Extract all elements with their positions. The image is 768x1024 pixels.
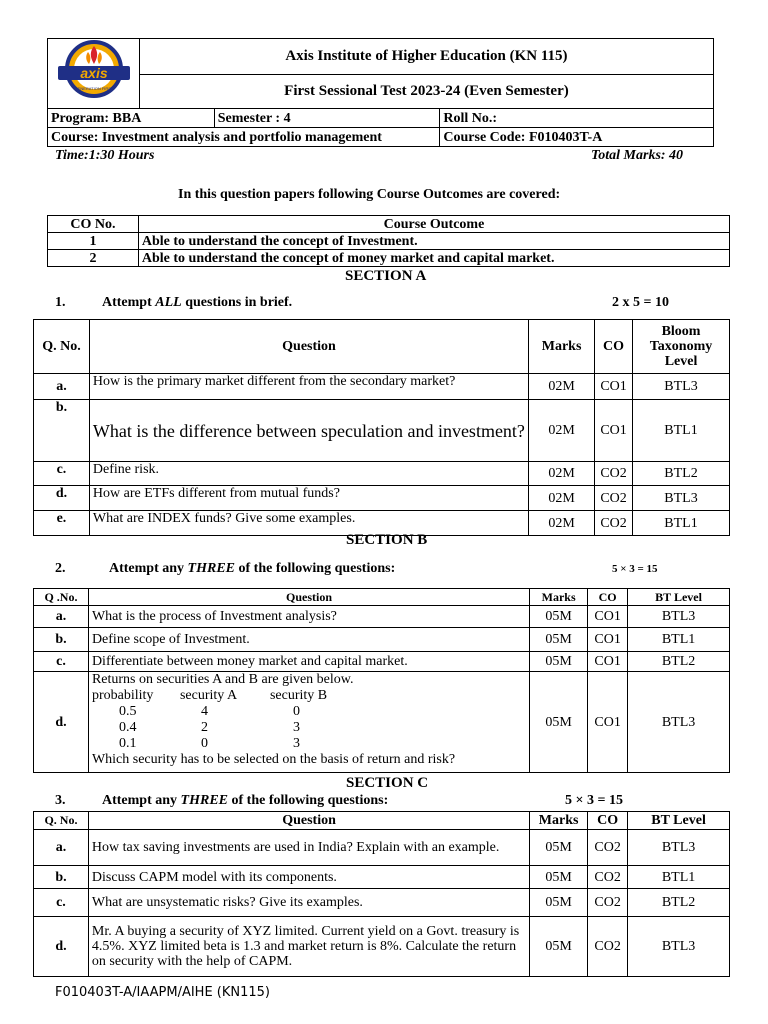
section-a-marks: 2 x 5 = 10 bbox=[612, 295, 669, 310]
section-c-marks: 5 × 3 = 15 bbox=[565, 793, 623, 808]
table-row: a. What is the process of Investment analysis? 05M CO1 BTL3 bbox=[34, 606, 730, 628]
col-header-question: Question bbox=[88, 812, 529, 830]
table-row: d. Mr. A buying a security of XYZ limited. Current yield on a Govt. treasury is 4.5%. XYZ limited beta is 1.3 and market return is 8%. Calculate the return on security with the help of CAPM. 05M CO2 BTL3 bbox=[34, 917, 730, 977]
co-intro: In this question papers following Course Outcomes are covered: bbox=[178, 187, 561, 202]
col-header-qno: Q .No. bbox=[34, 589, 89, 606]
table-row: d. How are ETFs different from mutual funds? 02M CO2 BTL3 bbox=[34, 486, 730, 511]
section-c-table bbox=[33, 811, 730, 977]
table-row: c. Define risk. 02M CO2 BTL2 bbox=[34, 462, 730, 486]
col-header-qno: Q. No. bbox=[34, 320, 90, 374]
table-row: e. What are INDEX funds? Give some examples. 02M CO2 BTL1 bbox=[34, 511, 730, 536]
logo-subtext: GENERATION FIRST bbox=[74, 86, 114, 91]
co-no: 2 bbox=[48, 250, 139, 267]
table-row: a. How is the primary market different from the secondary market? 02M CO1 BTL3 bbox=[34, 374, 730, 400]
institute-name: Axis Institute of Higher Education (KN 115) bbox=[139, 39, 713, 75]
test-name: First Sessional Test 2023-24 (Even Semester) bbox=[139, 75, 713, 109]
returns-question: Returns on securities A and B are given below. probability security A security B 0.5 4 0 0.4 2 3 0.1 0 3 Which security has to be selected on the basis of return and risk? bbox=[88, 672, 529, 773]
col-header-co: CO bbox=[588, 812, 628, 830]
section-c-instruction: Attempt any THREE of the following questions: bbox=[102, 793, 389, 808]
col-header-question: Question bbox=[89, 320, 528, 374]
section-b-qnum: 2. bbox=[55, 561, 66, 576]
table-row: a. How tax saving investments are used in India? Explain with an example. 05M CO2 BTL3 bbox=[34, 830, 730, 866]
co-header-outcome: Course Outcome bbox=[138, 216, 729, 233]
time: Time:1:30 Hours bbox=[55, 148, 155, 163]
header-table bbox=[47, 38, 714, 147]
axis-logo bbox=[52, 40, 136, 98]
section-b-table bbox=[33, 588, 730, 773]
section-b-title: SECTION B bbox=[346, 532, 428, 548]
course-name: Course: Investment analysis and portfolio management bbox=[48, 128, 440, 147]
col-header-marks: Marks bbox=[530, 812, 588, 830]
table-row: c. What are unsystematic risks? Give its examples. 05M CO2 BTL2 bbox=[34, 889, 730, 917]
col-header-question: Question bbox=[88, 589, 529, 606]
section-c-qnum: 3. bbox=[55, 793, 66, 808]
co-header-no: CO No. bbox=[48, 216, 139, 233]
section-b-marks: 5 × 3 = 15 bbox=[612, 563, 658, 575]
logo-text: axis bbox=[80, 65, 108, 81]
col-header-bloom: Bloom Taxonomy Level bbox=[633, 320, 730, 374]
table-row: b. Discuss CAPM model with its components. 05M CO2 BTL1 bbox=[34, 866, 730, 889]
roll-no: Roll No.: bbox=[440, 109, 714, 128]
section-c-title: SECTION C bbox=[346, 775, 429, 791]
table-row bbox=[48, 250, 730, 267]
table-row: b. What is the difference between speculation and investment? 02M CO1 BTL1 bbox=[34, 400, 730, 462]
col-header-bt: BT Level bbox=[628, 589, 730, 606]
program: Program: BBA bbox=[48, 109, 215, 128]
col-header-marks: Marks bbox=[529, 320, 595, 374]
table-row: d. Returns on securities A and B are given below. probability security A security B 0.5 4 0 0.4 2 3 0.1 0 3 Which security has to be selected on the basis of return and risk? 05M CO1 BTL3 bbox=[34, 672, 730, 773]
section-a-qnum: 1. bbox=[55, 295, 66, 310]
table-row: c. Differentiate between money market and capital market. 05M CO1 BTL2 bbox=[34, 652, 730, 672]
table-row bbox=[48, 233, 730, 250]
co-no: 1 bbox=[48, 233, 139, 250]
footer-code: F010403T-A/IAAPM/AIHE (KN115) bbox=[55, 985, 271, 1000]
col-header-marks: Marks bbox=[530, 589, 588, 606]
co-outcome: Able to understand the concept of Investment. bbox=[138, 233, 729, 250]
table-row: b. Define scope of Investment. 05M CO1 BTL1 bbox=[34, 628, 730, 652]
col-header-bt: BT Level bbox=[628, 812, 730, 830]
col-header-qno: Q. No. bbox=[34, 812, 89, 830]
section-a-title: SECTION A bbox=[345, 268, 427, 284]
col-header-co: CO bbox=[588, 589, 628, 606]
semester: Semester : 4 bbox=[214, 109, 440, 128]
co-outcome: Able to understand the concept of money market and capital market. bbox=[138, 250, 729, 267]
col-header-co: CO bbox=[595, 320, 633, 374]
section-a-table bbox=[33, 319, 730, 536]
course-code: Course Code: F010403T-A bbox=[440, 128, 714, 147]
total-marks: Total Marks: 40 bbox=[591, 148, 684, 163]
section-a-instruction: Attempt ALL questions in brief. bbox=[102, 295, 293, 310]
course-outcome-table bbox=[47, 215, 730, 267]
section-b-instruction: Attempt any THREE of the following questions: bbox=[109, 561, 396, 576]
